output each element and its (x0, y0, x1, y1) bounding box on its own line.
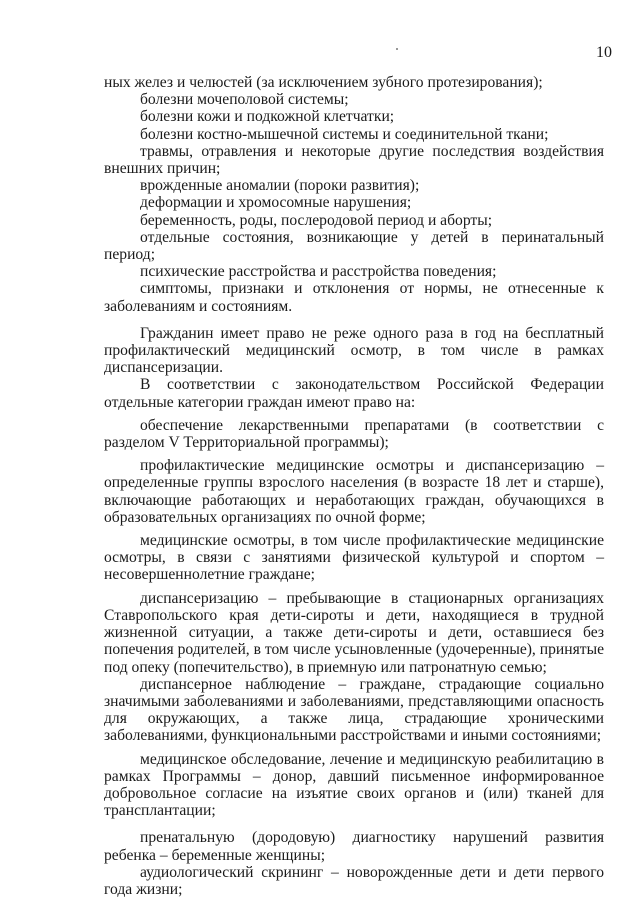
paragraph: диспансеризацию – пребывающие в стационарных организациях Ставропольского края дети-сироты и дети, находящиеся в трудной жизненной ситуации, а также дети-сироты и дети, оставшиеся без попечения родителей, в том числе усыновленные (удочеренные), принятые под опеку (попечительство), в приемную или патронатную семью; (104, 589, 604, 676)
paragraph: болезни мочеполовой системы; (140, 91, 349, 109)
paragraph: Гражданин имеет право не реже одного раза в год на бесплатный профилактический медицинский осмотр, в том числе в рамках диспансеризации. (104, 324, 604, 377)
paragraph: диспансерное наблюдение – граждане, страдающие социально значимыми заболеваниями и заболеваниями, представляющими опасность для окружающих, а также лица, страдающие хроническими заболеваниями, функциональными расстройствами и иными состояниями; (104, 675, 604, 745)
paragraph: деформации и хромосомные нарушения; (140, 194, 412, 212)
paragraph: врожденные аномалии (пороки развития); (140, 177, 420, 195)
paragraph: В соответствии с законодательством Российской Федерации отдельные категории граждан имеют право на: (104, 376, 604, 411)
paragraph: пренатальную (дородовую) диагностику нарушений развития ребенка – беременные женщины; (104, 829, 604, 864)
paragraph: травмы, отравления и некоторые другие последствия воздействия внешних причин; (104, 142, 604, 178)
page-number: 10 (596, 44, 612, 61)
paragraph: болезни кожи и подкожной клетчатки; (140, 108, 395, 126)
paragraph: болезни костно-мышечной системы и соединительной ткани; (140, 125, 549, 143)
paragraph: ных желез и челюстей (за исключением зубного протезирования); (104, 74, 543, 91)
paragraph: отдельные состояния, возникающие у детей в перинатальный период; (104, 228, 604, 264)
paragraph: профилактические медицинские осмотры и диспансеризацию – определенные группы взрослого населения (в возрасте 18 лет и старше), включающие работающих и неработающих граждан, обучающихся в образовательных организациях по очной форме; (104, 457, 604, 526)
paragraph: медицинские осмотры, в том числе профилактические медицинские осмотры, в связи с занятиями физической культурой и спортом – несовершеннолетние граждане; (104, 532, 604, 584)
paragraph: аудиологический скрининг – новорожденные дети и дети первого года жизни; (104, 863, 604, 898)
paragraph: симптомы, признаки и отклонения от нормы, не отнесенные к заболеваниям и состояниям. (104, 280, 604, 315)
paragraph: беременность, роды, послеродовой период и аборты; (140, 211, 493, 229)
scan-speck (396, 48, 398, 50)
paragraph: психические расстройства и расстройства поведения; (140, 263, 497, 281)
document-body (104, 74, 604, 898)
paragraph: обеспечение лекарственными препаратами (в соответствии с разделом V Территориальной программы); (104, 416, 604, 452)
paragraph: медицинское обследование, лечение и медицинскую реабилитацию в рамках Программы – донор, давший письменное информированное добровольное согласие на изъятие своих органов и (или) тканей для трансплантации; (104, 750, 604, 820)
